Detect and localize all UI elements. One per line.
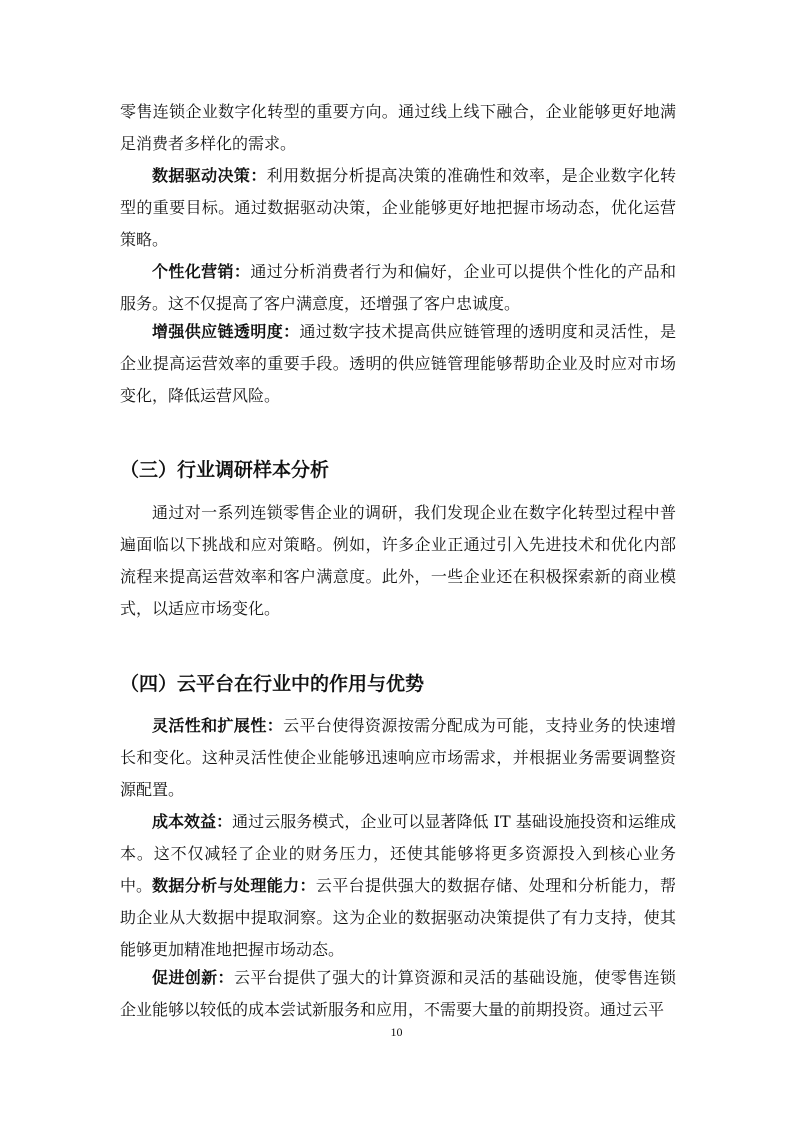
item-data-driven-decision (120, 160, 676, 256)
item-term: 数据驱动决策： (152, 166, 267, 185)
item-term: 个性化营销： (152, 262, 251, 281)
item-term: 成本效益： (152, 812, 233, 831)
item-text: 通过云服务模式，企业可以显著降低 IT 基础设施投资和运维成本。这不仅减轻了企业的财务压力，还使其能够将更多资源投入到核心业务中。 (120, 812, 676, 895)
item-personalized-marketing (120, 256, 676, 320)
item-promote-innovation (120, 962, 676, 1026)
item-text: 云平台提供了强大的计算资源和灵活的基础设施，使零售连锁企业能够以较低的成本尝试新服务和应用，不需要大量的前期投资。通过云平 (120, 968, 676, 1019)
item-flexibility-scalability (120, 710, 676, 806)
survey-paragraph: 通过对一系列连锁零售企业的调研，我们发现企业在数字化转型过程中普遍面临以下挑战和应对策略。例如，许多企业正通过引入先进技术和优化内部流程来提高运营效率和客户满意度。此外，一些企业还在积极探索新的商业模式，以适应市场变化。 (120, 503, 676, 618)
item-text: 通过分析消费者行为和偏好，企业可以提供个性化的产品和服务。这不仅提高了客户满意度，还增强了客户忠诚度。 (120, 262, 676, 313)
item-text: 利用数据分析提高决策的准确性和效率，是企业数字化转型的重要目标。通过数据驱动决策，企业能够更好地把握市场动态，优化运营策略。 (120, 166, 676, 249)
item-data-analysis-capability (120, 870, 676, 966)
section-heading-4: （四）云平台在行业中的作用与优势 (120, 673, 425, 695)
item-term: 数据分析与处理能力： (152, 876, 316, 895)
page-number: 10 (390, 1025, 403, 1039)
item-term: 促进创新： (152, 968, 234, 987)
item-term: 增强供应链透明度： (152, 322, 300, 341)
item-text: 云平台使得资源按需分配成为可能，支持业务的快速增长和变化。这种灵活性使企业能够迅速响应市场需求，并根据业务需要调整资源配置。 (120, 716, 676, 799)
item-supply-chain-transparency (120, 316, 676, 412)
item-text: 云平台提供强大的数据存储、处理和分析能力，帮助企业从大数据中提取洞察。这为企业的数据驱动决策提供了有力支持，使其能够更加精准地把握市场动态。 (120, 876, 676, 959)
section-heading-3: （三）行业调研样本分析 (120, 459, 330, 481)
continuation-paragraph: 零售连锁企业数字化转型的重要方向。通过线上线下融合，企业能够更好地满足消费者多样化的需求。 (120, 102, 676, 153)
item-term: 灵活性和扩展性： (152, 716, 284, 735)
item-text: 通过数字技术提高供应链管理的透明度和灵活性，是企业提高运营效率的重要手段。透明的供应链管理能够帮助企业及时应对市场变化，降低运营风险。 (120, 322, 676, 405)
